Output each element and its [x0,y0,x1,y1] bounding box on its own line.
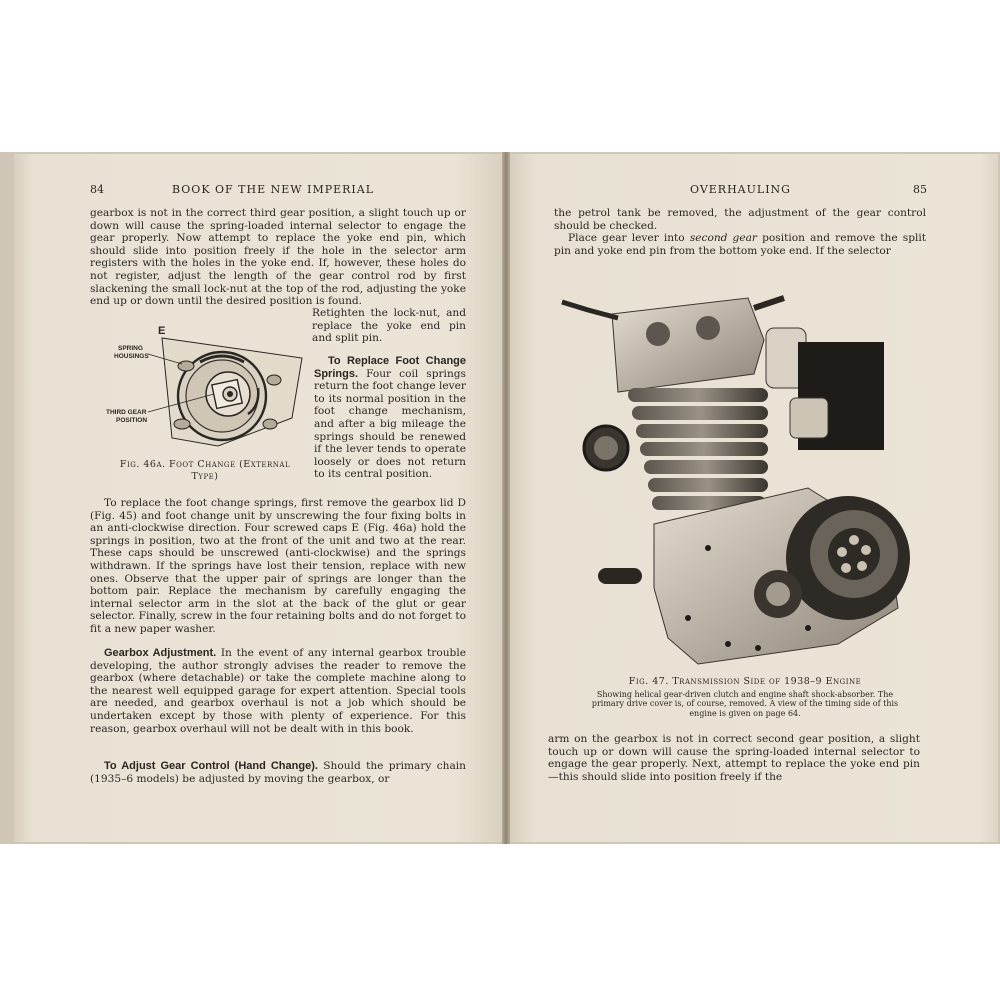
running-head: OVERHAULING [690,183,791,196]
open-book [0,152,1000,844]
text-run: Place gear lever into [568,232,690,245]
paragraph-text: gearbox is not in the correct third gear position, a slight touch up or down will cause the spring-loaded internal selector to engage the gear properly. Now attempt to replace the yoke end pin, which should slide into position freely if the hole in the selector arm registers with the holes in the yoke end. If, however, these holes do not register, adjust the length of the gear control rod by first slackening the small lock-nut at the top of the rod, adjusting the yoke end up or down until the desired position is found. [90,207,466,308]
paragraph-text: To replace the foot change springs, first remove the gearbox lid D (Fig. 45) and foot change unit by unscrewing the four fixing bolts in an anti-clockwise direction. Four screwed caps E (Fig. 46a) hold the springs in position, two at the front of the unit and two at the rear. These caps should be unscrewed (anti-clockwise) and the springs withdrawn. If the springs have lost their tension, replace with new ones. Observe that the upper pair of springs are longer than the bottom pair. Replace the mechanism by carefully engaging the internal selector arm in the slot at the back of the glut or gear selector. Finally, screw in the four retaining bolts and do not forget to fit a new paper washer. [90,497,466,635]
caption-line: Type) [191,471,219,482]
section-heading: To Replace Foot Change Springs. [314,355,466,380]
paragraph-text: arm on the gearbox is not in correct second gear position, a slight touch up or down will cause the spring-loaded internal selector to engage the gear properly. Next, attempt to replace the yoke end pin—this should slide into position freely if the [548,733,920,783]
italic-text: second gear [689,232,757,245]
paragraph-text: Four coil springs return the foot change lever to its normal position in the foot change mechanism, and after a big mileage the springs should be renewed if the lever tends to operate loosely or does not return to its central position. [314,367,466,481]
cylinder-fins [628,388,768,510]
side-column-paragraph [314,355,466,481]
label-third-gear: THIRD GEAR [106,409,147,416]
figure-caption: Fig. 47. Transmission Side of 1938–9 Engine [628,676,862,687]
label-position: POSITION [116,417,148,424]
figure-subcaption: Showing helical gear-driven clutch and engine shaft shock-absorber. The primary drive cover is, of course, removed. A view of the timing side of this engine is given on page 64. [591,690,899,718]
label-spring: SPRING [118,345,143,352]
paragraph-text: In the event of any internal gearbox trouble developing, the author strongly advises the reader to remove the gearbox (where detachable) or take the complete machine along to the nearest well equipped garage for expert attention. Special tools are needed, and gearbox overhaul is not a job which should be undertaken except by those with plenty of experience. For this reason, gearbox overhaul will not be dealt with in this book. [90,647,466,735]
body-paragraph [548,733,920,783]
left-page [14,154,502,842]
page-number: 84 [90,183,104,196]
body-paragraph [554,207,926,257]
engine-photograph [558,288,918,672]
figure-caption [96,459,314,483]
section-heading: To Adjust Gear Control (Hand Change). [104,760,318,772]
paragraph-text [554,232,926,257]
text-run: position and remove the split pin and yoke end pin from the bottom yoke end. If the selector [554,232,927,257]
body-paragraph [90,497,466,636]
paragraph-text: the petrol tank be removed, the adjustment of the gear control should be checked. [554,207,926,232]
label-housings: HOUSINGS [114,353,149,360]
page-number: 85 [913,183,927,196]
paragraph-text: Retighten the lock-nut, and replace the yoke end pin and split pin. [312,307,466,345]
label-e: E [158,325,166,337]
body-paragraph-continued [312,307,466,345]
section-heading: Gearbox Adjustment. [104,647,217,659]
foot-change-diagram [102,322,308,456]
body-paragraph [90,760,466,785]
body-paragraph [90,647,466,735]
body-paragraph [90,207,466,308]
right-page [510,154,998,842]
paragraph-text: Should the primary chain (1935–6 models) be adjusted by moving the gearbox, or [90,760,467,785]
book-gutter [502,152,510,844]
running-head: BOOK OF THE NEW IMPERIAL [172,183,375,196]
caption-line: Fig. 46a. Foot Change (External [119,459,291,470]
